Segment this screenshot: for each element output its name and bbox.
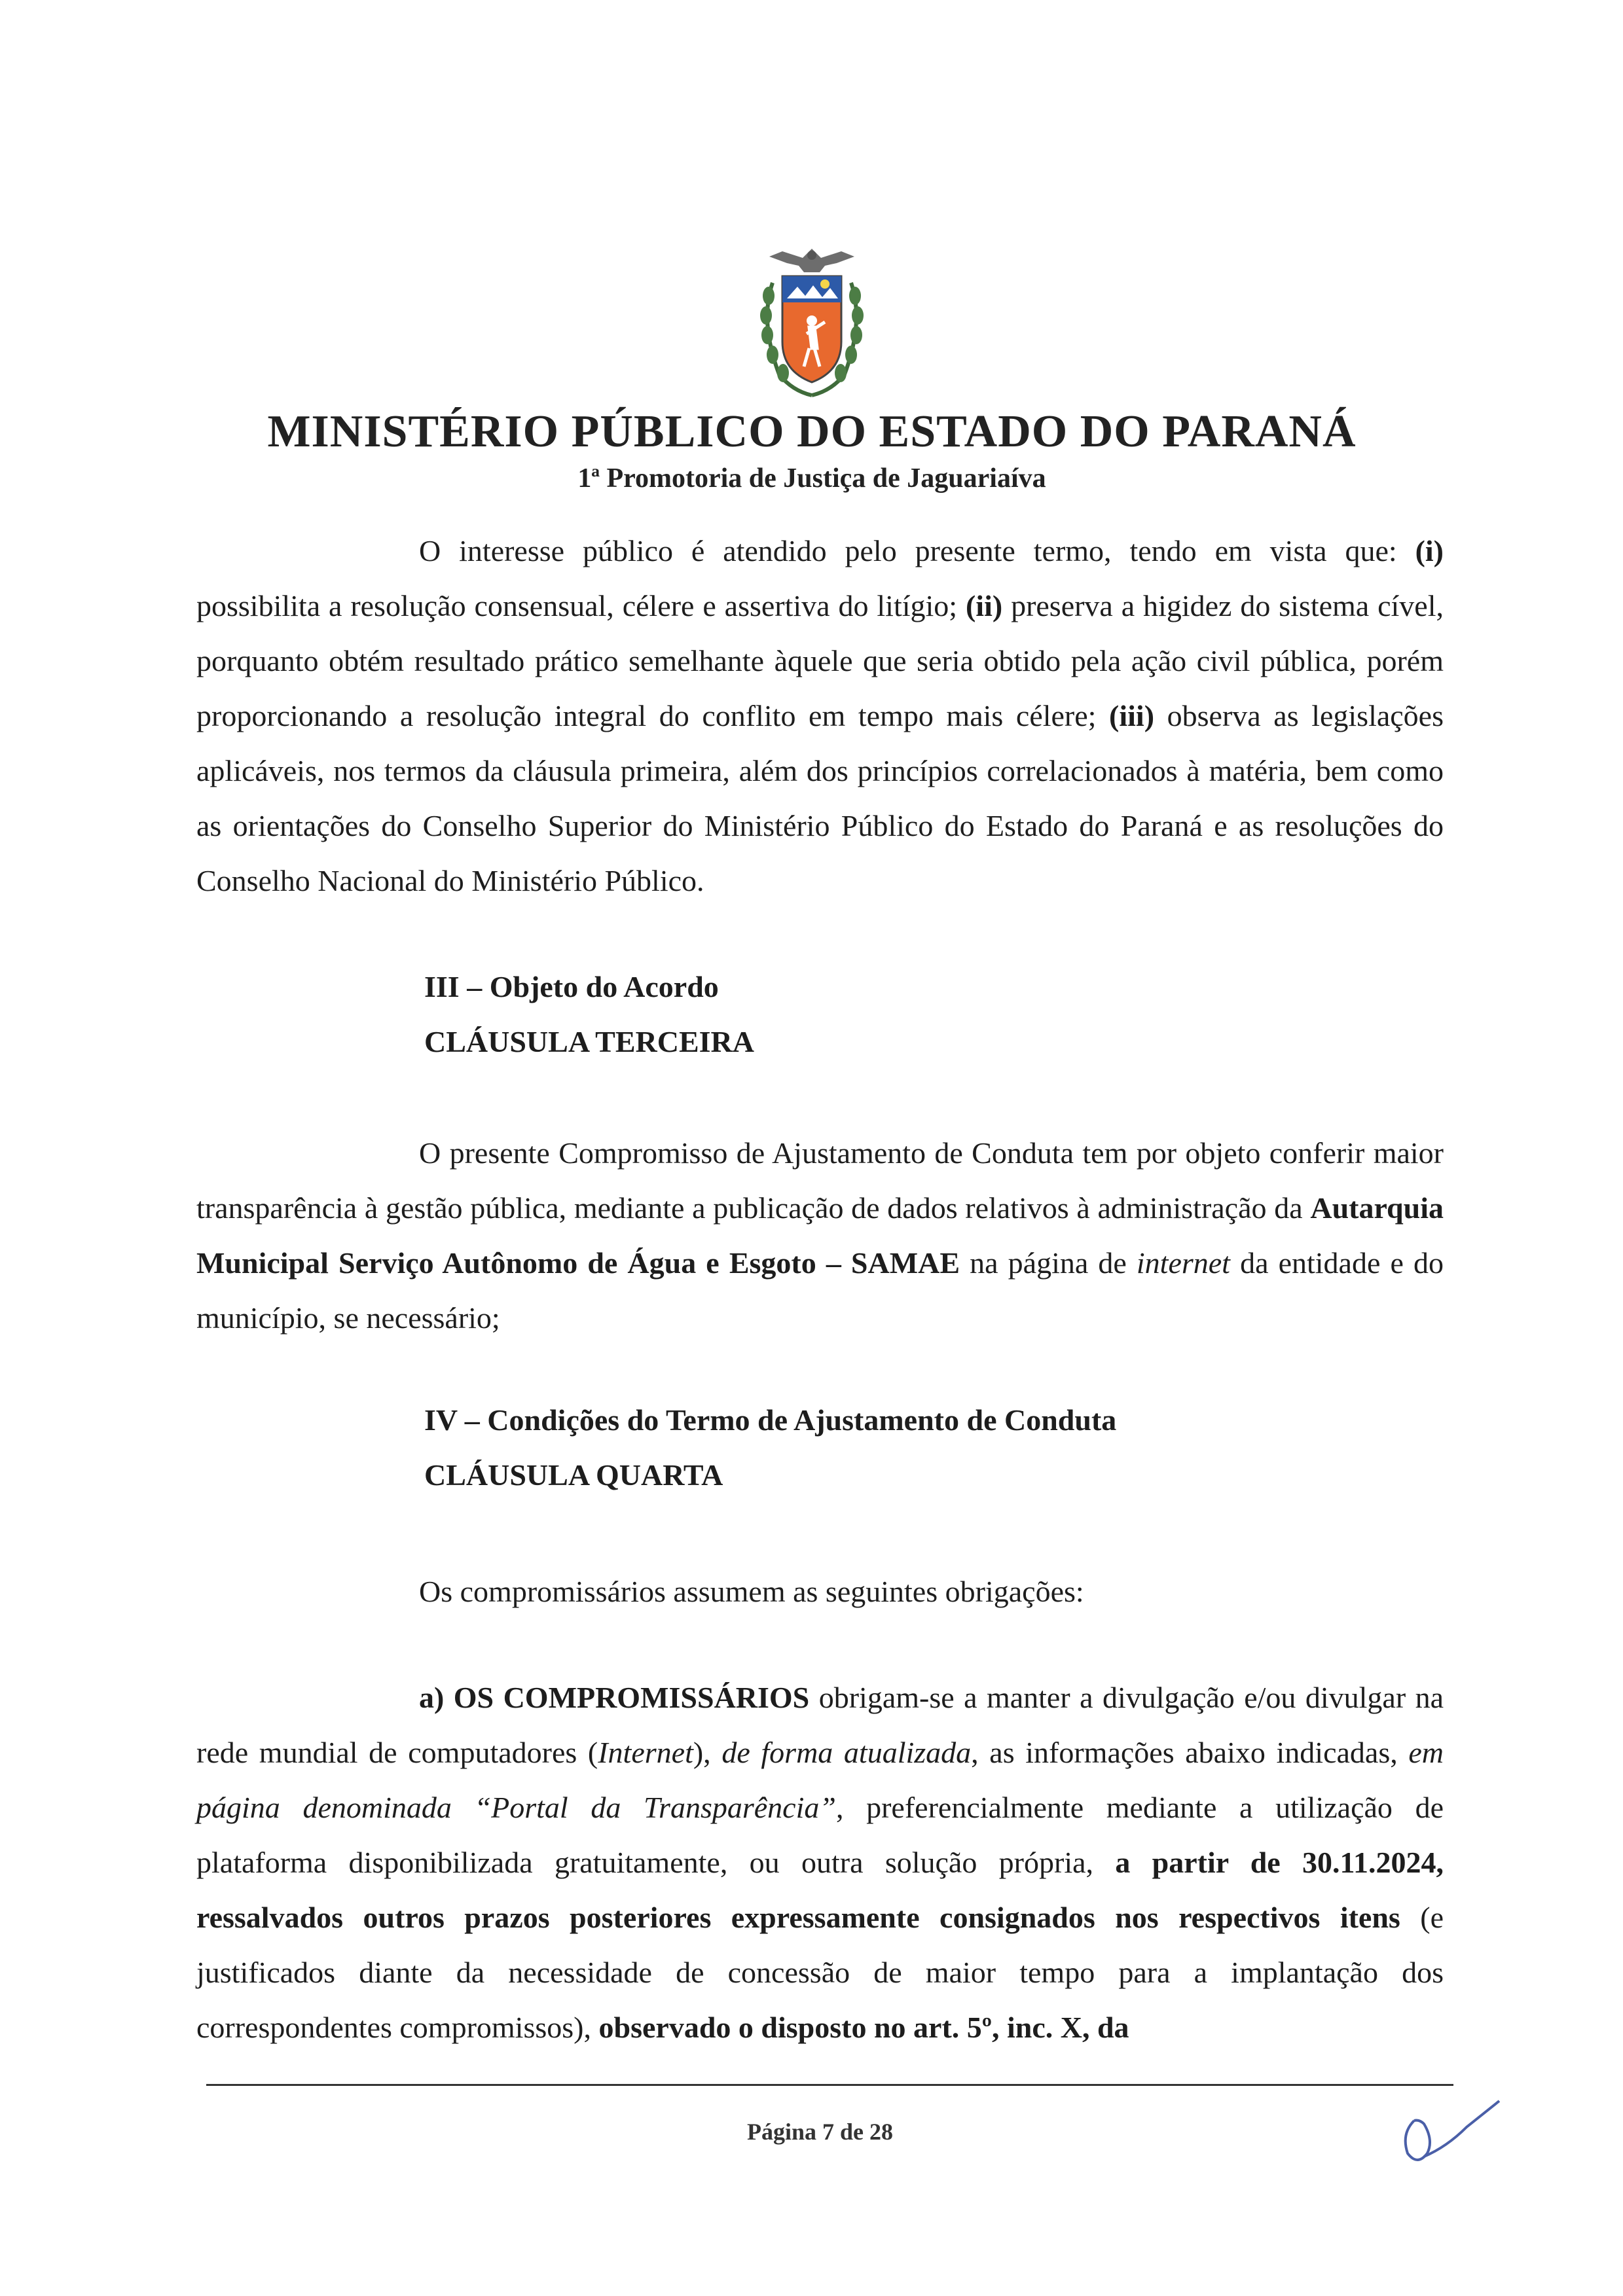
parana-coat-of-arms-icon <box>746 243 877 404</box>
section-title: IV – Condições do Termo de Ajustamento de Conduta <box>424 1403 1117 1437</box>
clause-title: CLÁUSULA QUARTA <box>424 1458 723 1492</box>
text-span: obrigam-se a manter a divulgação e/ou divulgar na rede mundial de computadores ( <box>196 1681 1444 1769</box>
italic-span: internet <box>1136 1246 1230 1280</box>
paragraph-item-a <box>196 1670 1444 2055</box>
text-span: , as informações abaixo indicadas, <box>971 1736 1409 1769</box>
section-heading-iv <box>424 1393 1116 1503</box>
footer-divider <box>206 2084 1453 2086</box>
bold-span: a) OS COMPROMISSÁRIOS <box>419 1681 810 1714</box>
institution-title: MINISTÉRIO PÚBLICO DO ESTADO DO PARANÁ <box>267 406 1357 457</box>
handwritten-rubric-icon <box>1388 2094 1506 2179</box>
text-span: preserva a higidez do sistema cível, porquanto obtém resultado prático semelhante àquele que seria obtido pela ação civil pública, porém proporcionando a resolução integral do conflito em tempo mais célere; <box>196 589 1444 732</box>
bold-span: (ii) <box>965 589 1003 622</box>
section-title: III – Objeto do Acordo <box>424 970 719 1003</box>
italic-span: em página denominada “Portal da Transparência” <box>196 1736 1444 1824</box>
text-span: possibilita a resolução consensual, célere e assertiva do litígio; <box>196 589 966 622</box>
text-span: da entidade e do município, se necessário; <box>196 1246 1444 1335</box>
clause-title: CLÁUSULA TERCEIRA <box>424 1025 755 1058</box>
page-number: Página 7 de 28 <box>746 2119 893 2145</box>
section-heading-iii <box>424 960 754 1069</box>
text-span: na página de <box>960 1246 1137 1280</box>
bold-span: Autarquia Municipal Serviço Autônomo de Água e Esgoto – SAMAE <box>196 1191 1444 1280</box>
paragraph-obligations: Os compromissários assumem as seguintes obrigações: <box>419 1575 1084 1608</box>
bold-span: a partir de 30.11.2024, ressalvados outros prazos posteriores expressamente consignados nos respectivos itens <box>196 1846 1444 1934</box>
text-span: O presente Compromisso de Ajustamento de Conduta tem por objeto conferir maior transparência à gestão pública, mediante a publicação de dados relativos à administração da <box>196 1136 1444 1225</box>
office-subtitle: 1ª Promotoria de Justiça de Jaguariaíva <box>577 463 1046 493</box>
text-span: (e justificados diante da necessidade de concessão de maior tempo para a implantação dos correspondentes compromissos), <box>196 1901 1444 2044</box>
italic-span: Internet <box>598 1736 693 1769</box>
text-span: O interesse público é atendido pelo presente termo, tendo em vista que: <box>419 534 1415 567</box>
bold-span: (i) <box>1415 534 1444 567</box>
italic-span: de forma atualizada <box>721 1736 972 1769</box>
bold-span: observado o disposto no art. 5º, inc. X, da <box>598 2011 1129 2044</box>
bold-span: (iii) <box>1109 699 1155 732</box>
paragraph-public-interest <box>196 524 1444 908</box>
text-span: observa as legislações aplicáveis, nos termos da cláusula primeira, além dos princípios correlacionados à matéria, bem como as orientações do Conselho Superior do Ministério Público do Estado do Paraná e as resoluções do Conselho Nacional do Ministério Público. <box>196 699 1444 897</box>
paragraph-object <box>196 1126 1444 1346</box>
text-span: , preferencialmente mediante a utilização de plataforma disponibilizada gratuitamente, ou outra solução própria, <box>196 1791 1444 1879</box>
text-span: ), <box>693 1736 722 1769</box>
